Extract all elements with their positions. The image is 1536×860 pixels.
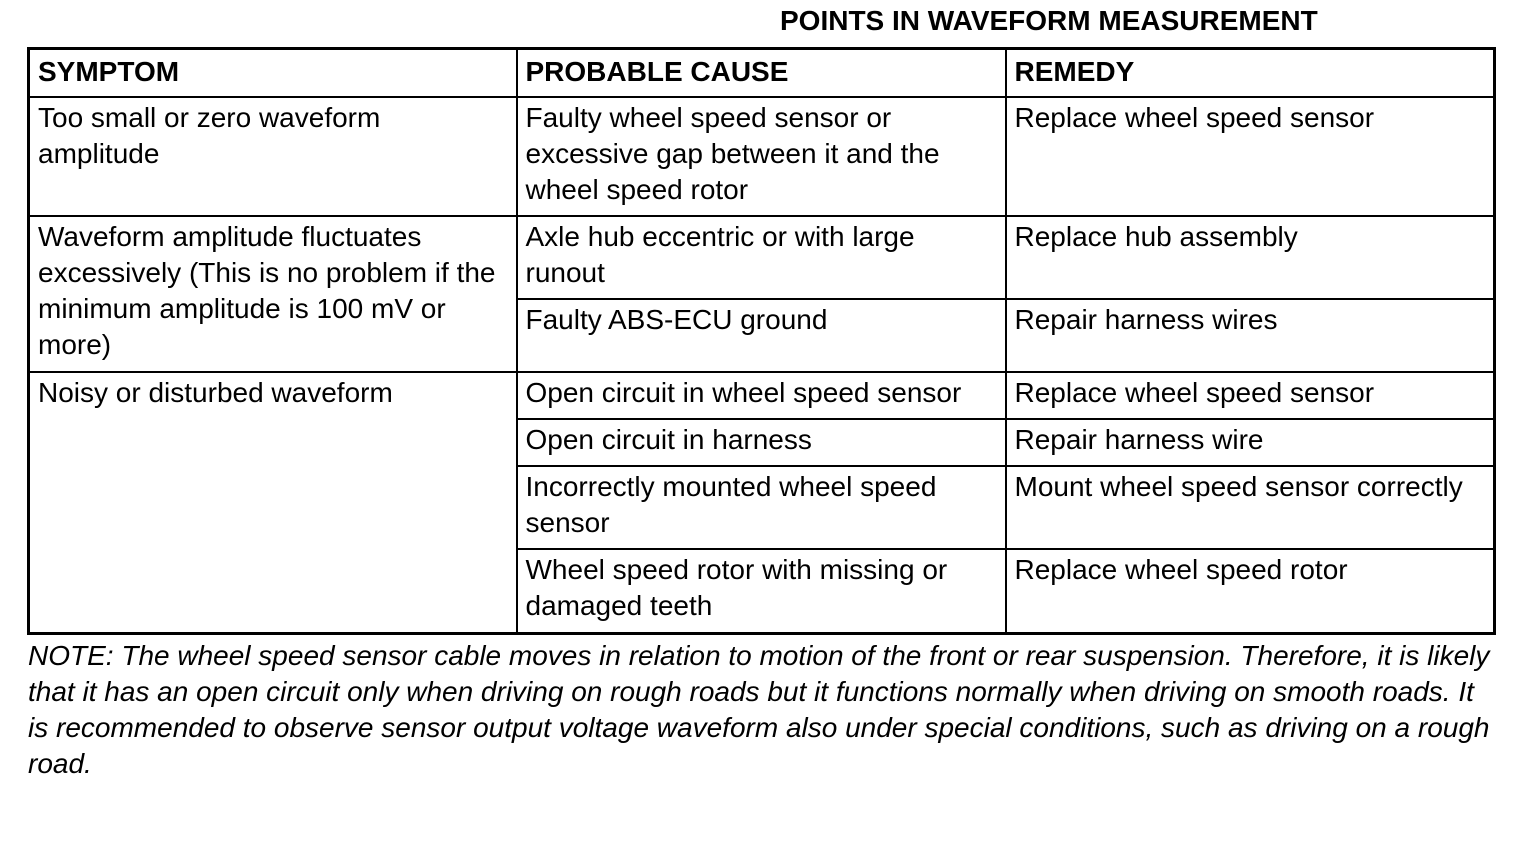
remedy-cell: Replace wheel speed sensor <box>1006 97 1495 216</box>
table-row <box>29 216 1495 299</box>
troubleshooting-table <box>27 47 1496 635</box>
note-paragraph: NOTE: The wheel speed sensor cable moves in relation to motion of the front or rear suspension. Therefore, it is likely that it has an open circuit only when driving on rough roads but it functions normally when driving on smooth roads. It is recommended to observe sensor output voltage waveform also under special conditions, such as driving on a rough road. <box>28 640 1490 779</box>
header-probable-cause: PROBABLE CAUSE <box>517 49 1006 97</box>
cause-cell: Faulty wheel speed sensor or excessive gap between it and the wheel speed rotor <box>517 97 1006 216</box>
cause-cell: Open circuit in wheel speed sensor <box>517 372 1006 419</box>
cause-cell: Wheel speed rotor with missing or damaged teeth <box>517 549 1006 634</box>
symptom-cell: Too small or zero waveform amplitude <box>29 97 517 216</box>
page-title: POINTS IN WAVEFORM MEASUREMENT <box>780 5 1318 36</box>
symptom-cell: Waveform amplitude fluctuates excessively (This is no problem if the minimum amplitude is 100 mV or more) <box>29 216 517 372</box>
cause-cell: Axle hub eccentric or with large runout <box>517 216 1006 299</box>
cause-cell: Faulty ABS-ECU ground <box>517 299 1006 372</box>
remedy-cell: Replace hub assembly <box>1006 216 1495 299</box>
remedy-cell: Replace wheel speed sensor <box>1006 372 1495 419</box>
header-row <box>29 49 1495 97</box>
table-row <box>29 372 1495 419</box>
remedy-cell: Repair harness wire <box>1006 419 1495 466</box>
header-symptom: SYMPTOM <box>29 49 517 97</box>
remedy-cell: Repair harness wires <box>1006 299 1495 372</box>
remedy-cell: Replace wheel speed rotor <box>1006 549 1495 634</box>
header-remedy: REMEDY <box>1006 49 1495 97</box>
symptom-cell: Noisy or disturbed waveform <box>29 372 517 634</box>
troubleshooting-table-container <box>27 47 1493 632</box>
cause-cell: Incorrectly mounted wheel speed sensor <box>517 466 1006 549</box>
cause-cell: Open circuit in harness <box>517 419 1006 466</box>
table-row <box>29 97 1495 216</box>
remedy-cell: Mount wheel speed sensor correctly <box>1006 466 1495 549</box>
